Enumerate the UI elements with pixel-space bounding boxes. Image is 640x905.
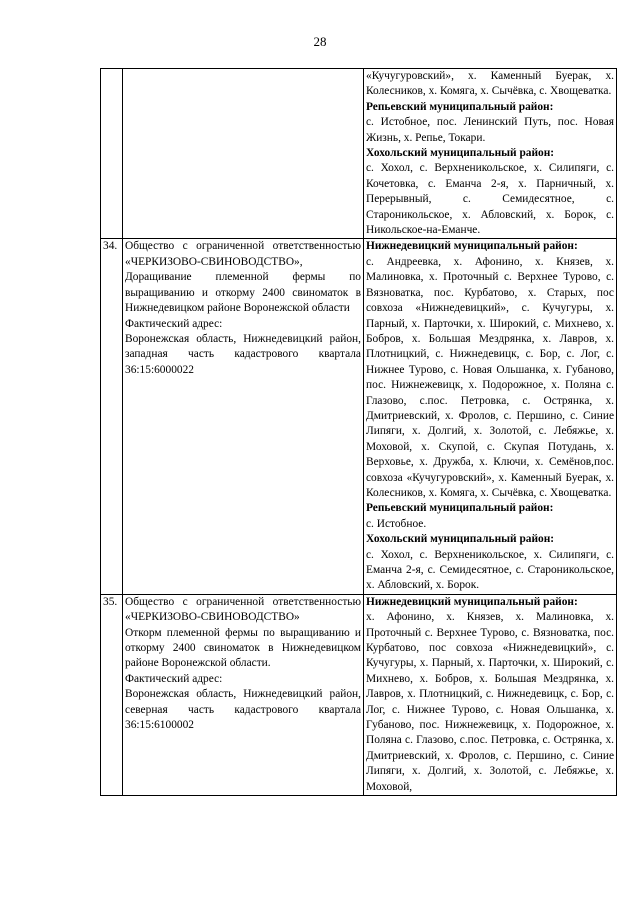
district-heading: Нижнедевицкий муниципальный район: [366,240,578,253]
page-number: 28 [313,34,327,49]
organization-cell [123,239,364,594]
organization-cell [123,69,364,239]
table-row [101,239,617,594]
table-row [101,69,617,239]
settlement-list: «Кучугуровский», х. Каменный Буерак, х. Колесников, х. Комяга, х. Сычёвка, с. Хвощеватка. [366,70,614,98]
settlements-cell [364,69,617,239]
organization-line: Общество с ограниченной ответственностью «ЧЕРКИЗОВО-СВИНОВОДСТВО» [125,595,361,624]
settlements-cell [364,239,617,594]
district-heading: Репьевский муниципальный район: [366,100,554,113]
settlement-list: с. Андреевка, х. Афонино, х. Князев, х. Малиновка, х. Проточный с. Верхнее Турово, с. Вязноватка, пос. Курбатово, х. Старых, пос совхоза «Нижнедевицкий», с. Кучугуры, х. Парный, х. Парточки, х. Широкий, с. Михнево, х. Бобров, х. Большая Мездрянка, х. Лавров, х. Плотницкий, с. Нижнедевицк, с. Бор, с. Лог, с. Нижнее Турово, с. Новая Ольшанка, х. Губаново, пос. Нижнежевицк, х. Подорожное, х. Поляна с. Глазово, с.пос. Петровка, с. Острянка, х. Дмитриевский, х. Фролов, с. Першино, с. Синие Липяги, х. Долгий, х. Золотой, с. Лебяжье, х. Моховой, х. Скупой, с. Скупая Потудань, х. Верховье, х. Дружба, х. Ключи, х. Семёнов,пос. совхоза «Кучугуровский», х. Каменный Буерак, х. Колесников, х. Комяга, х. Сычёвка, с. Хвощеватка. [366,255,614,499]
organization-line: Воронежская область, Нижнедевицкий район, западная часть кадастрового квартала 36:15:6000022 [125,332,361,376]
row-number: 34. [101,239,123,594]
settlements-table [100,68,617,796]
organization-line: Фактический адрес: [125,672,223,685]
organization-line: Фактический адрес: [125,317,223,330]
organization-line: Воронежская область, Нижнедевицкий район, северная часть кадастрового квартала 36:15:6100002 [125,688,361,732]
district-heading: Нижнедевицкий муниципальный район: [366,595,578,608]
settlement-list: с. Истобное. [366,517,427,530]
settlement-list: х. Афонино, х. Князев, х. Малиновка, х. Проточный с. Верхнее Турово, с. Вязноватка, пос. Курбатово, пос совхоза «Нижнедевицкий», с. Кучугуры, х. Парный, х. Парточки, х. Широкий, с. Михнево, х. Бобров, х. Большая Мездрянка, х. Лавров, х. Плотницкий, с. Нижнедевицк, с. Бор, с. Лог, с. Нижнее Турово, с. Новая Ольшанка, х. Губаново, пос. Нижнежевицк, х. Подорожное, х. Поляна с. Глазово, с.пос. Петровка, с. Острянка, х. Дмитриевский, х. Фролов, с. Першино, с. Синие Липяги, х. Долгий, х. Золотой, с. Лебяжье, х. Моховой, [366,611,614,793]
district-heading: Хохольский муниципальный район: [366,533,555,546]
settlement-list: с. Хохол, с. Верхненикольское, х. Силипяги, с. Еманча 2-я, с. Семидесятное, с. Староникольское, х. Абловский, х. Борок. [366,548,614,592]
organization-cell [123,594,364,795]
organization-line: Общество с ограниченной ответственностью «ЧЕРКИЗОВО-СВИНОВОДСТВО», [125,240,361,268]
district-heading: Хохольский муниципальный район: [366,147,555,160]
district-heading: Репьевский муниципальный район: [366,502,554,515]
settlement-list: с. Хохол, с. Верхненикольское, х. Силипяги, с. Кочетовка, с. Еманча 2-я, х. Парничный, х. Перерывный, с. Семидесятное, с. Староникольское, х. Абловский, х. Борок, с. Никольское-на-Еманче. [366,162,614,237]
table-row [101,594,617,795]
organization-line: Доращивание племенной фермы по выращиванию и откорму 2400 свиноматок в Нижнедевицком районе Воронежской области [125,271,361,315]
row-number: 35. [101,594,123,795]
settlements-cell [364,594,617,795]
row-number [101,69,123,239]
organization-line: Откорм племенной фермы по выращиванию и откорму 2400 свиноматок в Нижнедевицком районе Воронежской области. [125,626,361,670]
settlement-list: с. Истобное, пос. Ленинский Путь, пос. Новая Жизнь, х. Репье, Токари. [366,116,614,144]
